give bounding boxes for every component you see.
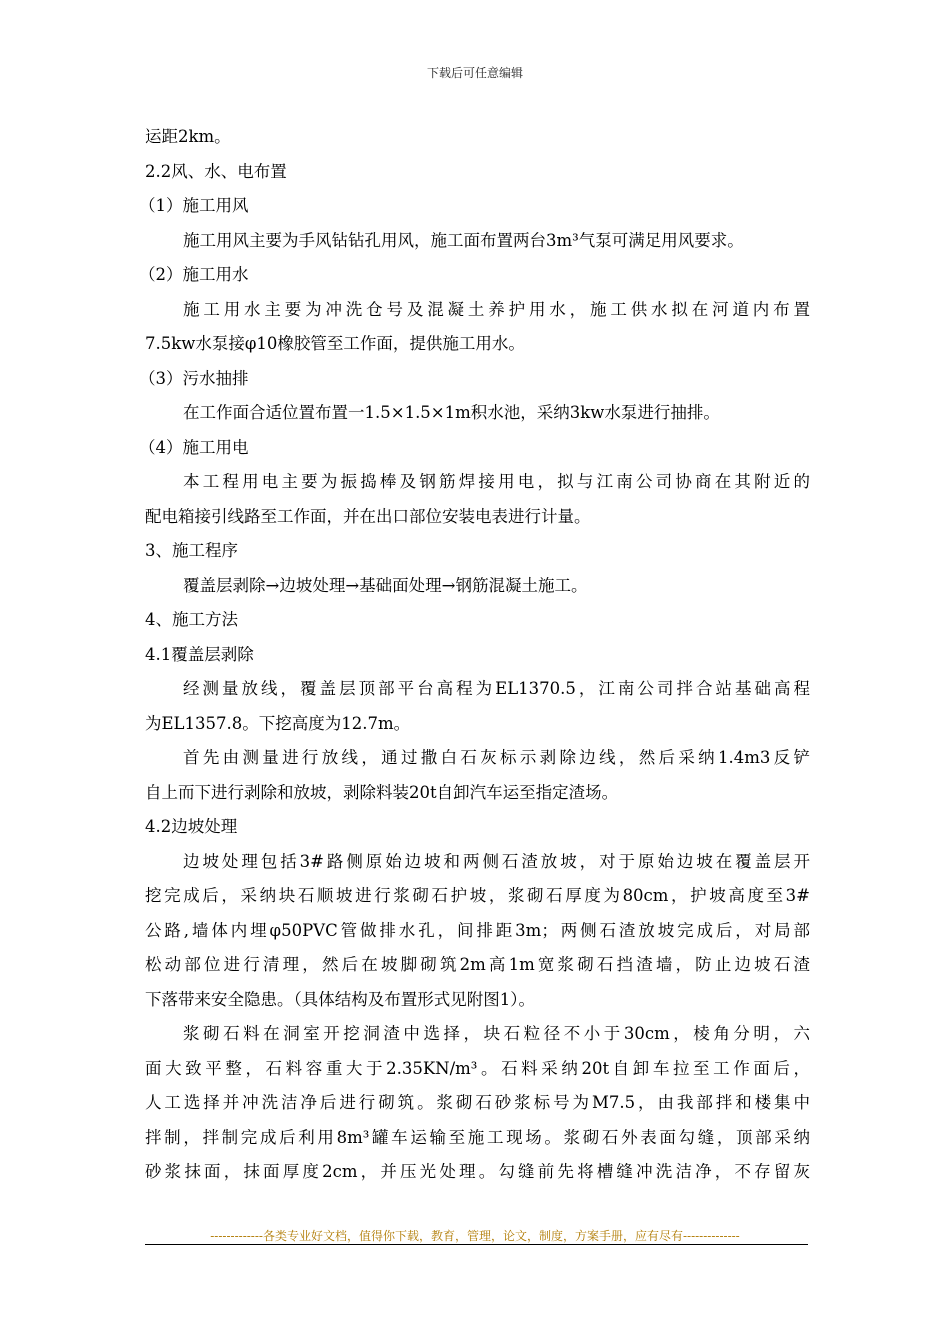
text-line: 4.1覆盖层剥除 <box>145 644 254 664</box>
text-line: 下落带来安全隐患。（具体结构及布置形式见附图1）。 <box>145 989 535 1009</box>
text-line: 在工作面合适位置布置一1.5×1.5×1m积水池，采纳3kw水泵进行抽排。 <box>183 403 720 422</box>
text-line: 首先由测量进行放线，通过撒白石灰标示剥除边线，然后采纳1.4m3反铲 <box>183 748 810 767</box>
text-line: 4、施工方法 <box>145 610 238 629</box>
text-line: 拌制，拌制完成后利用8m³罐车运输至施工现场。浆砌石外表面勾缝，顶部采纳 <box>145 1127 810 1147</box>
text-line: （4）施工用电 <box>139 437 249 457</box>
text-line: 运距2km。 <box>145 127 231 146</box>
footer-divider <box>145 1244 808 1245</box>
text-line: 7.5kw水泵接φ10橡胶管至工作面，提供施工用水。 <box>145 334 525 353</box>
page-footer: -------------各类专业好文档，值得你下载，教育，管理，论文，制度，方案手册，应有尽有-------------- <box>210 1229 740 1243</box>
page-header: 下载后可任意编辑 <box>426 66 523 80</box>
text-line: 公路,墙体内埋φ50PVC管做排水孔，间排距3m；两侧石渣放坡完成后，对局部 <box>145 920 810 940</box>
text-line: 经测量放线，覆盖层顶部平台高程为EL1370.5，江南公司拌合站基础高程 <box>183 679 810 698</box>
text-line: 松动部位进行清理，然后在坡脚砌筑2m高1m宽浆砌石挡渣墙，防止边坡石渣 <box>145 955 810 974</box>
text-line: 面大致平整，石料容重大于2.35KN/m³。石料采纳20t自卸车拉至工作面后， <box>145 1058 810 1078</box>
text-line: 本工程用电主要为振捣棒及钢筋焊接用电，拟与江南公司协商在其附近的 <box>183 472 810 491</box>
text-line: 为EL1357.8。下挖高度为12.7m。 <box>145 713 411 733</box>
text-line: 边坡处理包括3#路侧原始边坡和两侧石渣放坡，对于原始边坡在覆盖层开 <box>183 851 810 871</box>
text-line: 施工用风主要为手风钻钻孔用风，施工面布置两台3m³气泵可满足用风要求。 <box>183 230 744 250</box>
text-line: 砂浆抹面，抹面厚度2cm，并压光处理。勾缝前先将槽缝冲洗洁净，不存留灰 <box>145 1162 810 1181</box>
text-line: 2.2风、水、电布置 <box>145 161 287 181</box>
text-line: 人工选择并冲洗洁净后进行砌筑。浆砌石砂浆标号为M7.5，由我部拌和楼集中 <box>145 1093 810 1112</box>
text-line: 施工用水主要为冲洗仓号及混凝土养护用水，施工供水拟在河道内布置 <box>183 299 810 319</box>
text-line: （2）施工用水 <box>139 265 249 284</box>
text-line: 覆盖层剥除→边坡处理→基础面处理→钢筋混凝土施工。 <box>183 575 588 595</box>
text-line: 3、施工程序 <box>145 541 238 560</box>
document-body <box>139 120 810 1190</box>
text-line: 配电箱接引线路至工作面，并在出口部位安装电表进行计量。 <box>145 506 591 526</box>
text-line: （3）污水抽排 <box>139 368 249 388</box>
text-line: 浆砌石料在洞室开挖洞渣中选择，块石粒径不小于30cm，棱角分明，六 <box>183 1024 810 1043</box>
text-line: 自上而下进行剥除和放坡，剥除料装20t自卸汽车运至指定渣场。 <box>145 782 619 802</box>
text-line: 挖完成后，采纳块石顺坡进行浆砌石护坡，浆砌石厚度为80cm，护坡高度至3# <box>145 886 810 905</box>
text-line: 4.2边坡处理 <box>145 817 238 836</box>
text-line: （1）施工用风 <box>139 196 249 215</box>
